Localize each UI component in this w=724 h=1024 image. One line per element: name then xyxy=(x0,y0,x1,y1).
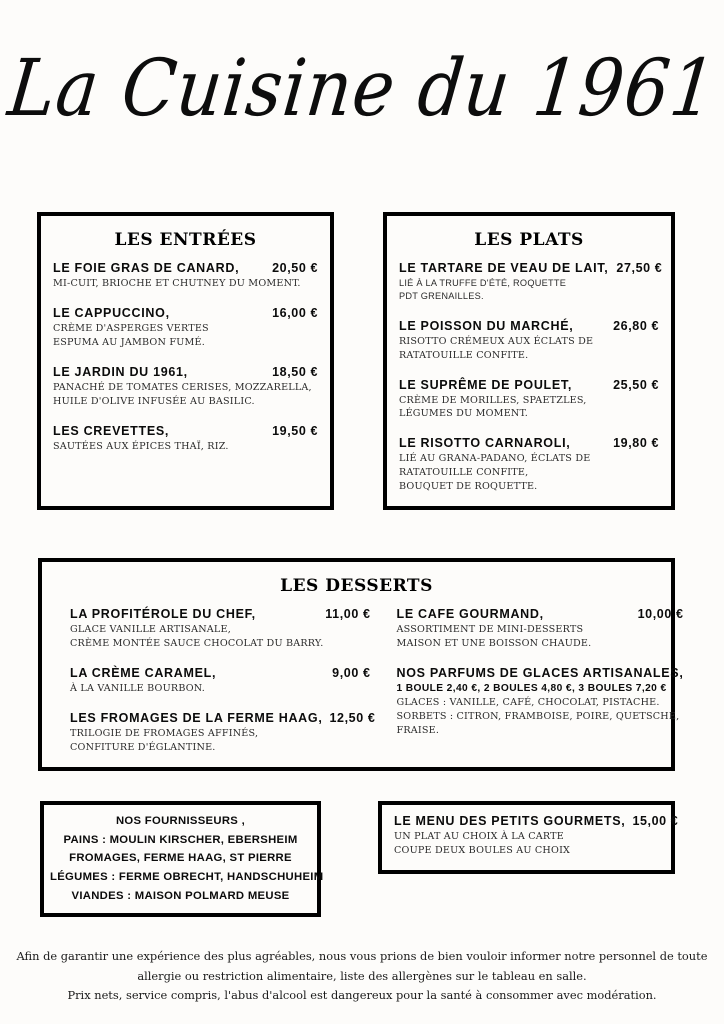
description-line: CRÈME D'ASPERGES VERTES xyxy=(53,322,209,334)
description-line: À LA VANILLE BOURBON. xyxy=(70,682,206,694)
glaces-price-tiers: 1 BOULE 2,40 €, 2 BOULES 4,80 €, 3 BOULES 7,20 € xyxy=(396,682,667,694)
desserts-left-column xyxy=(56,607,376,757)
menu-item xyxy=(394,814,679,858)
description-line: SORBETS : CITRON, FRAMBOISE, POIRE, QUETSCHE, FRAISE. xyxy=(396,710,680,736)
menu-item-name: LE FOIE GRAS DE CANARD, xyxy=(53,261,240,275)
description-line: ESPUMA AU JAMBON FUMÉ. xyxy=(53,336,205,348)
description-line: RATATOUILLE CONFITE, xyxy=(399,467,529,479)
description-line: LIÉ À LA TRUFFE D'ÉTÉ, ROQUETTE xyxy=(399,278,567,288)
menu-item xyxy=(53,261,318,291)
menu-item-description xyxy=(399,452,659,494)
section-heading-plats: LES PLATS xyxy=(474,230,584,250)
description-line: BOUQUET DE ROQUETTE. xyxy=(399,481,538,493)
section-desserts xyxy=(38,558,684,771)
menu-item-line xyxy=(399,378,659,392)
description-line: COUPE DEUX BOULES AU CHOIX xyxy=(394,844,571,856)
menu-title-area xyxy=(0,0,724,175)
desserts-right-column xyxy=(397,607,684,757)
menu-item-description xyxy=(53,381,318,409)
entrees-item-list xyxy=(53,261,318,453)
fournisseurs-line-fromages: FROMAGES, FERME HAAG, ST PIERRE xyxy=(69,852,292,865)
description-line: ASSORTIMENT DE MINI-DESSERTS xyxy=(396,624,584,635)
menu-item-price: 19,80 € xyxy=(613,436,659,451)
description-line: MAISON ET UNE BOISSON CHAUDE. xyxy=(396,637,592,649)
menu-item-line xyxy=(53,261,318,275)
menu-item xyxy=(399,436,659,494)
menu-item-price: 9,00 € xyxy=(332,665,371,680)
description-line: PANACHÉ DE TOMATES CERISES, MOZZARELLA, xyxy=(53,381,312,393)
menu-item-line xyxy=(53,365,318,379)
description-line: GLACE VANILLE ARTISANALE, xyxy=(70,624,231,635)
menu-item-price: 26,80 € xyxy=(613,318,659,333)
menu-item-description xyxy=(397,696,684,738)
menu-item xyxy=(397,607,684,651)
fournisseurs-line-legumes: LÉGUMES : FERME OBRECHT, HANDSCHUHEIM xyxy=(50,870,324,883)
menu-item-glaces xyxy=(397,666,684,738)
menu-item-line xyxy=(70,607,371,621)
menu-item-price: 10,00 € xyxy=(637,607,684,621)
menu-item-price: 19,50 € xyxy=(272,423,318,438)
description-line: CRÈME MONTÉE SAUCE CHOCOLAT DU BARRY. xyxy=(70,637,324,649)
description-line: SAUTÉES AUX ÉPICES THAÏ, RIZ. xyxy=(53,440,229,452)
section-entrees xyxy=(37,212,334,510)
menu-item-line xyxy=(399,261,663,275)
menu-item-line xyxy=(399,319,659,333)
menu-item-description xyxy=(394,830,659,858)
description-line: RISOTTO CRÉMEUX AUX ÉCLATS DE xyxy=(399,335,594,347)
menu-item-name: LE JARDIN DU 1961, xyxy=(53,364,188,379)
menu-item-name: LES FROMAGES DE LA FERME HAAG, xyxy=(70,710,323,725)
menu-item-description xyxy=(70,623,371,651)
menu-item-line xyxy=(397,666,684,680)
menu-item-line xyxy=(53,306,318,320)
menu-item-line xyxy=(399,436,659,450)
menu-item-line xyxy=(53,424,318,438)
menu-item-description xyxy=(70,682,371,696)
menu-item-description xyxy=(399,335,659,363)
top-sections-row xyxy=(37,212,675,510)
plats-item-list xyxy=(399,261,663,494)
menu-item-name: LE MENU DES PETITS GOURMETS, xyxy=(394,814,626,828)
menu-item xyxy=(70,710,376,755)
section-plats xyxy=(383,212,675,510)
description-line: CRÈME DE MORILLES, SPAETZLES, xyxy=(399,394,587,406)
menu-item-description xyxy=(70,727,371,755)
description-line: PDT GRENAILLES. xyxy=(399,291,484,302)
menu-item-line xyxy=(70,666,371,680)
menu-item-name: LE CAFE GOURMAND, xyxy=(396,607,544,621)
menu-item-name: LA PROFITÉROLE DU CHEF, xyxy=(70,607,256,621)
description-line: RATATOUILLE CONFITE. xyxy=(399,349,529,361)
section-heading-desserts: LES DESSERTS xyxy=(280,576,433,596)
menu-item-name: LE TARTARE DE VEAU DE LAIT, xyxy=(399,261,609,275)
menu-item-name: LE CAPPUCCINO, xyxy=(53,305,170,320)
menu-item xyxy=(53,424,318,454)
menu-item-name: LE RISOTTO CARNAROLI, xyxy=(399,436,571,451)
description-line: LIÉ AU GRANA-PADANO, ÉCLATS DE xyxy=(399,453,591,465)
menu-item-description xyxy=(53,440,318,454)
menu-item xyxy=(399,378,659,422)
description-line: LÉGUMES DU MOMENT. xyxy=(399,408,528,420)
fournisseurs-line-viandes: VIANDES : MAISON POLMARD MEUSE xyxy=(71,889,290,902)
section-heading-entrees: LES ENTRÉES xyxy=(114,230,257,250)
description-line: TRILOGIE DE FROMAGES AFFINÉS, xyxy=(70,727,259,739)
section-petits-gourmets xyxy=(378,801,679,874)
menu-item-name: LA CRÈME CARAMEL, xyxy=(70,665,217,680)
description-line: UN PLAT AU CHOIX À LA CARTE xyxy=(394,831,564,842)
description-line: MI-CUIT, BRIOCHE ET CHUTNEY DU MOMENT. xyxy=(53,278,301,289)
menu-item-price: 20,50 € xyxy=(272,261,318,275)
section-fournisseurs xyxy=(40,801,324,917)
desserts-columns xyxy=(42,607,684,757)
description-line: GLACES : VANILLE, CAFÉ, CHOCOLAT, PISTACHE. xyxy=(396,696,660,708)
footer-line: allergie ou restriction alimentaire, liste des allergènes sur le tableau en salle. xyxy=(137,968,587,983)
description-line: HUILE D'OLIVE INFUSÉE AU BASILIC. xyxy=(53,395,255,407)
menu-item-price: 27,50 € xyxy=(616,261,663,275)
menu-item-name: LE POISSON DU MARCHÉ, xyxy=(399,318,574,333)
menu-item-description xyxy=(399,394,659,422)
footer-line: Afin de garantir une expérience des plus agréables, nous vous prions de bien vouloir informer notre personnel de toute xyxy=(16,949,708,963)
menu-item-price: 18,50 € xyxy=(272,364,318,379)
menu-item-price: 12,50 € xyxy=(329,710,376,725)
menu-item xyxy=(399,261,663,304)
description-line: CONFITURE D'ÉGLANTINE. xyxy=(70,741,216,753)
menu-item-price: 25,50 € xyxy=(613,377,659,392)
page-title: La Cuisine du 1961 xyxy=(3,41,721,134)
fournisseurs-line-pains: PAINS : MOULIN KIRSCHER, EBERSHEIM xyxy=(63,833,298,846)
menu-item-price: 16,00 € xyxy=(272,305,318,320)
footer-notice xyxy=(0,947,724,1006)
menu-item xyxy=(53,306,318,350)
footer-line: Prix nets, service compris, l'abus d'alcool est dangereux pour la santé à consommer avec modération. xyxy=(67,988,657,1003)
fournisseurs-heading: NOS FOURNISSEURS , xyxy=(115,815,246,827)
menu-item-line xyxy=(394,814,679,828)
menu-item-name: LES CREVETTES, xyxy=(53,423,170,438)
menu-item-price: 11,00 € xyxy=(325,607,371,621)
menu-item-description xyxy=(53,322,318,350)
menu-item xyxy=(70,666,371,696)
menu-item xyxy=(70,607,371,651)
menu-item-line xyxy=(397,607,684,621)
menu-item-price: 15,00 € xyxy=(632,814,679,828)
menu-item-description xyxy=(397,623,684,651)
menu-item xyxy=(53,365,318,409)
menu-item-name: NOS PARFUMS DE GLACES ARTISANALES, xyxy=(396,665,684,680)
menu-item xyxy=(399,319,659,363)
menu-item-name: LE SUPRÊME DE POULET, xyxy=(399,377,573,392)
menu-item-description xyxy=(399,277,659,304)
menu-item-line xyxy=(70,710,376,725)
menu-item-description xyxy=(53,277,318,291)
